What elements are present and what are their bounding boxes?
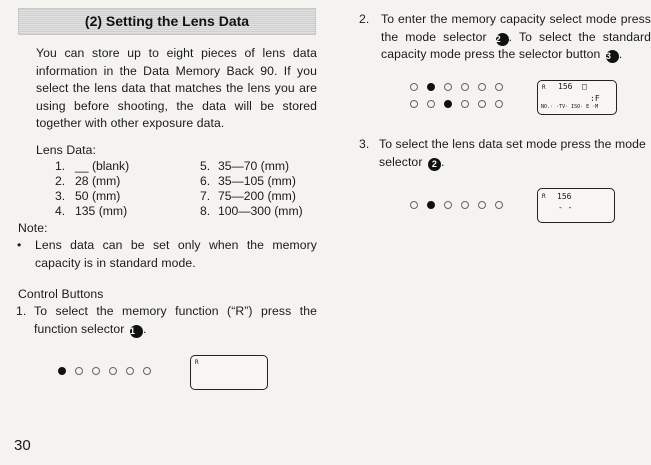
dot-indicator [427, 83, 435, 91]
lens-item: 2. 28 (mm) [55, 174, 121, 188]
dot-indicator [495, 201, 503, 209]
dot-indicator [478, 201, 486, 209]
dot-indicator [461, 201, 469, 209]
mode-selector-badge: 2 [428, 158, 441, 171]
indicator-dots-2b [410, 100, 503, 108]
dot-indicator [109, 367, 117, 375]
dot-indicator [92, 367, 100, 375]
lens-item: 8. 100—300 (mm) [200, 204, 303, 218]
dot-indicator [410, 100, 418, 108]
dot-indicator [461, 83, 469, 91]
selector-button-badge: 3 [606, 50, 619, 63]
step1-number: 1. [16, 304, 27, 318]
lcd-digits: 156 [558, 82, 573, 91]
dot-indicator [495, 83, 503, 91]
dot-indicator [444, 100, 452, 108]
note-text: Lens data can be set only when the memory capacity is in standard mode. [35, 238, 317, 270]
lens-item: 7. 75—200 (mm) [200, 189, 296, 203]
function-selector-badge: 1 [130, 325, 143, 338]
lcd-r-indicator: R [542, 84, 546, 91]
lens-list-right [200, 159, 320, 219]
dot-indicator [444, 201, 452, 209]
step3-number: 3. [359, 137, 370, 151]
indicator-dots-1 [58, 367, 151, 375]
dot-indicator [444, 83, 452, 91]
note-bullet: • [17, 238, 22, 252]
dot-indicator [461, 100, 469, 108]
intro-paragraph: You can store up to eight pieces of lens data information in the Data Memory Back 90. If you select the lens data that matches the lens you are using before shooting, the data will be stored together with other exposure data. [36, 46, 317, 130]
step2-text: To enter the memory capacity select mode press the mode selector 2 . To select the standard capacity mode press the selector button 3 . [381, 12, 651, 61]
dot-indicator [495, 100, 503, 108]
lens-item: 5. 35—70 (mm) [200, 159, 290, 173]
lcd-f-indicator: :F [590, 94, 600, 103]
step3-text: To select the lens data set mode press the mode selector 2 . [379, 137, 646, 169]
lens-item: 3. 50 (mm) [55, 189, 121, 203]
lcd-display-2 [537, 80, 617, 115]
dot-indicator [478, 100, 486, 108]
indicator-dots-3 [410, 201, 503, 209]
control-buttons-heading: Control Buttons [18, 287, 104, 301]
indicator-dots-2a [410, 83, 503, 91]
dot-indicator [126, 367, 134, 375]
dot-indicator [58, 367, 66, 375]
dot-indicator [478, 83, 486, 91]
dot-indicator [410, 83, 418, 91]
dot-indicator [75, 367, 83, 375]
dot-indicator [143, 367, 151, 375]
step2-number: 2. [359, 12, 370, 26]
lcd-r-indicator: R [195, 359, 199, 366]
lens-data-heading: Lens Data: [36, 143, 96, 157]
page-number: 30 [14, 437, 31, 454]
mode-selector-badge: 2 [496, 33, 509, 46]
dot-indicator [427, 100, 435, 108]
note-label: Note: [18, 221, 48, 235]
lcd-digits: 156 [557, 192, 572, 201]
lcd-r-indicator: R [542, 193, 546, 200]
dot-indicator [410, 201, 418, 209]
section-header: (2) Setting the Lens Data [18, 8, 316, 35]
lens-item: 4. 135 (mm) [55, 204, 128, 218]
step1-text: To select the memory function (“R”) press the function selector 1 . [34, 304, 317, 336]
lcd-display-1 [190, 355, 268, 390]
lens-item: 1. __ (blank) [55, 159, 130, 173]
lens-list-left [55, 159, 195, 219]
lens-item: 6. 35—105 (mm) [200, 174, 296, 188]
dot-indicator [427, 201, 435, 209]
lcd-display-3 [537, 188, 615, 223]
battery-icon: □ [582, 82, 587, 91]
lcd-bottom-labels: NO.· ·TV· ISO· E ·M [541, 104, 599, 110]
lcd-dashes: - - [558, 203, 573, 212]
